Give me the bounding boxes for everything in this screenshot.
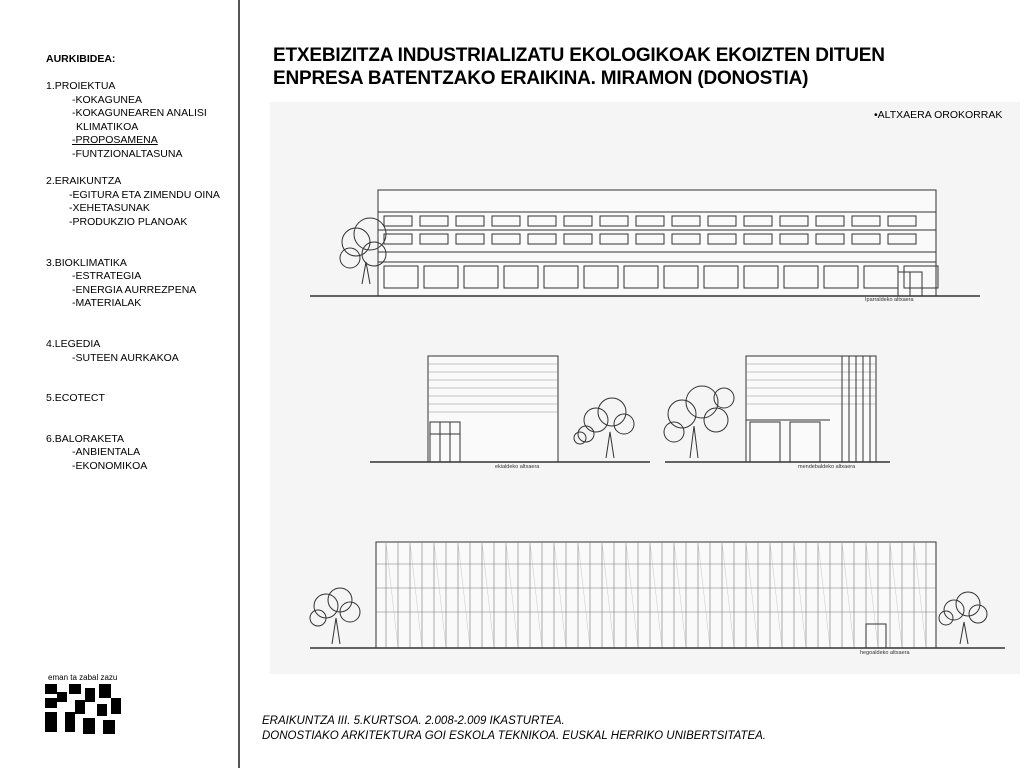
south-elevation [310, 542, 1005, 656]
section-legedia[interactable]: 4.LEGEDIA [46, 337, 101, 350]
item-materialak[interactable]: -MATERIALAK [72, 297, 142, 310]
elevations-svg [270, 102, 1020, 674]
item-egitura[interactable]: -EGITURA ETA ZIMENDU OINA [69, 188, 220, 201]
footer-line-1: ERAIKUNTZA III. 5.KURTSOA. 2.008-2.009 IKASTURTEA. [262, 715, 565, 727]
tree-icon [310, 588, 360, 644]
footer-credits [262, 714, 766, 744]
item-energia-aurrezpena[interactable]: -ENERGIA AURREZPENA [72, 283, 197, 296]
footer-line-2: DONOSTIAKO ARKITEKTURA GOI ESKOLA TEKNIKOA. EUSKAL HERRIKO UNIBERTSITATEA. [262, 730, 766, 742]
section-bioklimatika[interactable]: 3.BIOKLIMATIKA [46, 256, 127, 269]
item-kokagunearen-analisi[interactable]: -KOKAGUNEAREN ANALISI [72, 107, 207, 120]
tree-icon [939, 592, 987, 644]
east-label: ekialdeko altxaera [495, 464, 540, 470]
item-anbientala[interactable]: -ANBIENTALA [72, 446, 141, 459]
section-ecotect[interactable]: 5.ECOTECT [46, 392, 105, 405]
title-line-1: ETXEBIZITZA INDUSTRIALIZATU EKOLOGIKOAK EKOIZTEN DITUEN [273, 45, 885, 66]
item-proposamena[interactable] [46, 134, 220, 148]
section-eraikuntza[interactable]: 2.ERAIKUNTZA [46, 175, 122, 188]
east-elevation [370, 356, 650, 470]
drawing-subtitle: •ALTXAERA OROKORRAK [874, 109, 1003, 121]
index-title: AURKIBIDEA: [46, 53, 116, 65]
tree-icon [574, 398, 634, 458]
vertical-divider [238, 0, 240, 768]
item-kokagunea[interactable]: -KOKAGUNEA [72, 93, 143, 106]
north-label: Iparraldeko altxaera [865, 297, 914, 303]
index-list [46, 80, 220, 473]
item-xehetasunak[interactable]: -XEHETASUNAK [69, 202, 150, 215]
title-line-2: ENPRESA BATENTZAKO ERAIKINA. MIRAMON (DONOSTIA) [273, 68, 809, 89]
item-klimatikoa[interactable]: KLIMATIKOA [76, 120, 139, 133]
tree-icon [664, 386, 734, 458]
item-estrategia[interactable]: -ESTRATEGIA [72, 270, 142, 283]
south-label: hegoaldeko altxaera [860, 650, 910, 656]
west-label: mendebaldeko altxaera [798, 464, 856, 470]
sidebar-index [0, 0, 238, 768]
page-title [273, 44, 993, 90]
item-funtzionaltasuna[interactable]: -FUNTZIONALTASUNA [72, 147, 183, 160]
item-proposamena-label[interactable]: -PROPOSAMENA [72, 134, 158, 147]
university-logo-icon [45, 684, 121, 736]
item-produkzio-planoak[interactable]: -PRODUKZIO PLANOAK [69, 215, 188, 228]
north-elevation [310, 190, 980, 303]
section-proiektua[interactable]: 1.PROIEKTUA [46, 80, 116, 92]
item-ekonomikoa[interactable]: -EKONOMIKOA [72, 459, 148, 472]
item-suteen-aurkakoa[interactable]: -SUTEEN AURKAKOA [72, 351, 179, 364]
west-elevation [664, 356, 890, 470]
section-balorake[interactable]: 6.BALORAKETA [46, 432, 125, 445]
elevations-drawing [270, 102, 1020, 674]
logo-tagline: eman ta zabal zazu [48, 673, 118, 682]
